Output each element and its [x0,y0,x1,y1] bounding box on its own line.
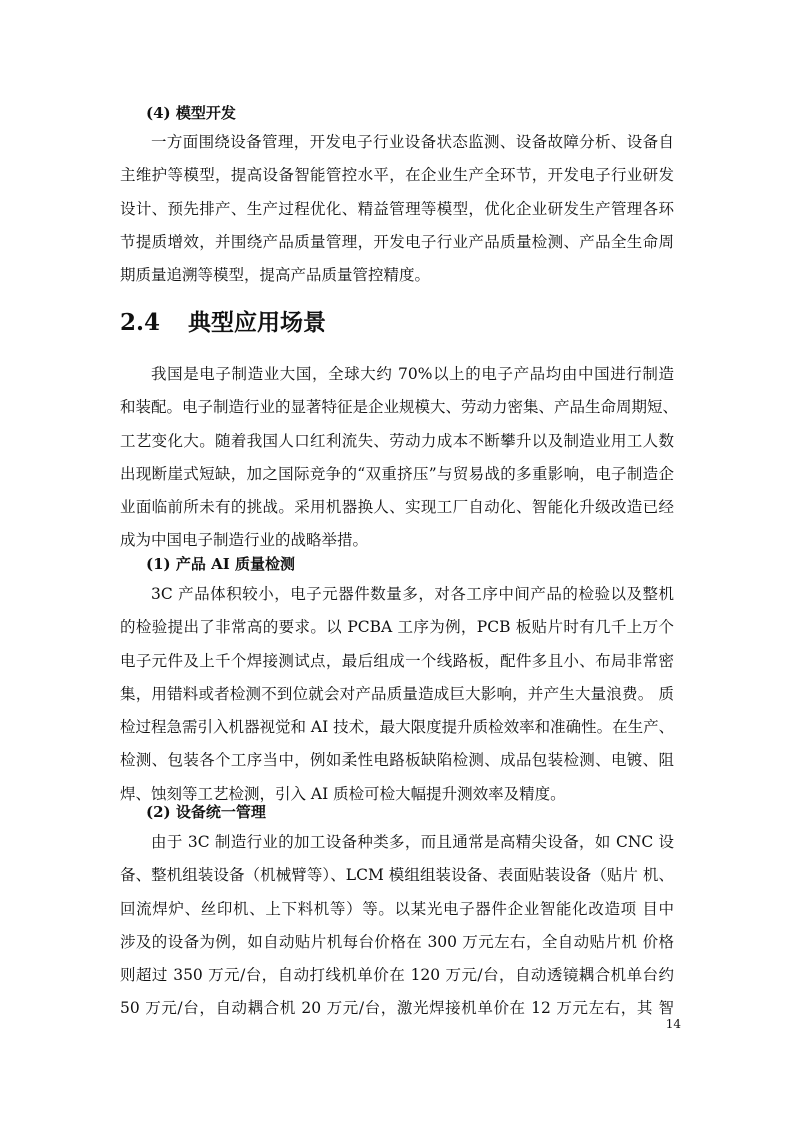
section-heading [120,308,326,338]
subheading-model-dev: (4) 模型开发 [146,104,236,122]
text-line: 电子元件及上千个焊接测试点，最后组成一个线路板，配件多且小、布局非常密 [120,651,674,670]
paragraph-model-dev [120,126,674,292]
text-line: 业面临前所未有的挑战。采用机器换人、实现工厂自动化、智能化升级改造已经 [120,498,674,517]
text-line: 涉及的设备为例，如自动贴片机每台价格在 300 万元左右，全自动贴片机 价格 [120,932,674,951]
section-number: 2.4 [120,309,161,336]
subheading-ai-inspection: (1) 产品 AI 质量检测 [146,555,295,573]
text-line: 和装配。电子制造行业的显著特征是企业规模大、劳动力密集、产品生命周期短、 [120,398,679,417]
paragraph-ai-inspection [120,578,674,811]
text-line: 则超过 350 万元/台，自动打线机单价在 120 万元/台，自动透镜耦合机单台约 [120,966,674,985]
text-line: 我国是电子制造业大国，全球大约 70%以上的电子产品均由中国进行制造 [151,365,674,383]
text-line: 设计、预先排产、生产过程优化、精益管理等模型，优化企业研发生产管理各环 [120,199,674,218]
text-line: 主维护等模型，提高设备智能管控水平，在企业生产全环节，开发电子行业研发 [120,166,674,185]
page-number: 14 [665,1017,681,1031]
text-line: 集，用错料或者检测不到位就会对产品质量造成巨大影响，并产生大量浪费。 质 [120,684,674,703]
text-line: 检测、包装各个工序当中，例如柔性电路板缺陷检测、成品包装检测、电镀、阻 [120,751,674,770]
section-title: 典型应用场景 [188,309,326,336]
text-line: 回流焊炉、丝印机、上下料机等）等。以某光电子器件企业智能化改造项 目中 [120,899,674,918]
paragraph-equipment [120,826,674,1026]
subheading-equipment: (2) 设备统一管理 [146,803,266,821]
text-line: 焊、蚀刻等工艺检测，引入 AI 质检可检大幅提升测效率及精度。 [120,784,566,803]
text-line: 期质量追溯等模型，提高产品质量管控精度。 [120,266,431,285]
text-line: 50 万元/台，自动耦合机 20 万元/台，激光焊接机单价在 12 万元左右，其 智 [120,999,674,1018]
text-line: 的检验提出了非常高的要求。以 PCBA 工序为例，PCB 板贴片时有几千上万个 [120,618,674,637]
text-line: 由于 3C 制造行业的加工设备种类多，而且通常是高精尖设备，如 CNC 设 [151,833,674,851]
text-line: 工艺变化大。随着我国人口红利流失、劳动力成本不断攀升以及制造业用工人数 [120,431,674,450]
text-line: 3C 产品体积较小，电子元器件数量多，对各工序中间产品的检验以及整机 [151,585,674,603]
text-line: 备、整机组装设备（机械臂等）、LCM 模组组装设备、表面贴装设备（贴片 机、 [120,866,674,885]
text-line: 成为中国电子制造行业的战略举措。 [120,531,369,550]
text-line: 检过程急需引入机器视觉和 AI 技术，最大限度提升质检效率和准确性。在生产、 [120,718,675,737]
paragraph-intro [120,358,679,558]
text-line: 出现断崖式短缺，加之国际竞争的“双重挤压”与贸易战的多重影响，电子制造企 [120,464,674,483]
text-line: 节提质增效，并围绕产品质量管理，开发电子行业产品质量检测、产品全生命周 [120,232,674,251]
text-line: 一方面围绕设备管理，开发电子行业设备状态监测、设备故障分析、设备自 [151,133,674,151]
